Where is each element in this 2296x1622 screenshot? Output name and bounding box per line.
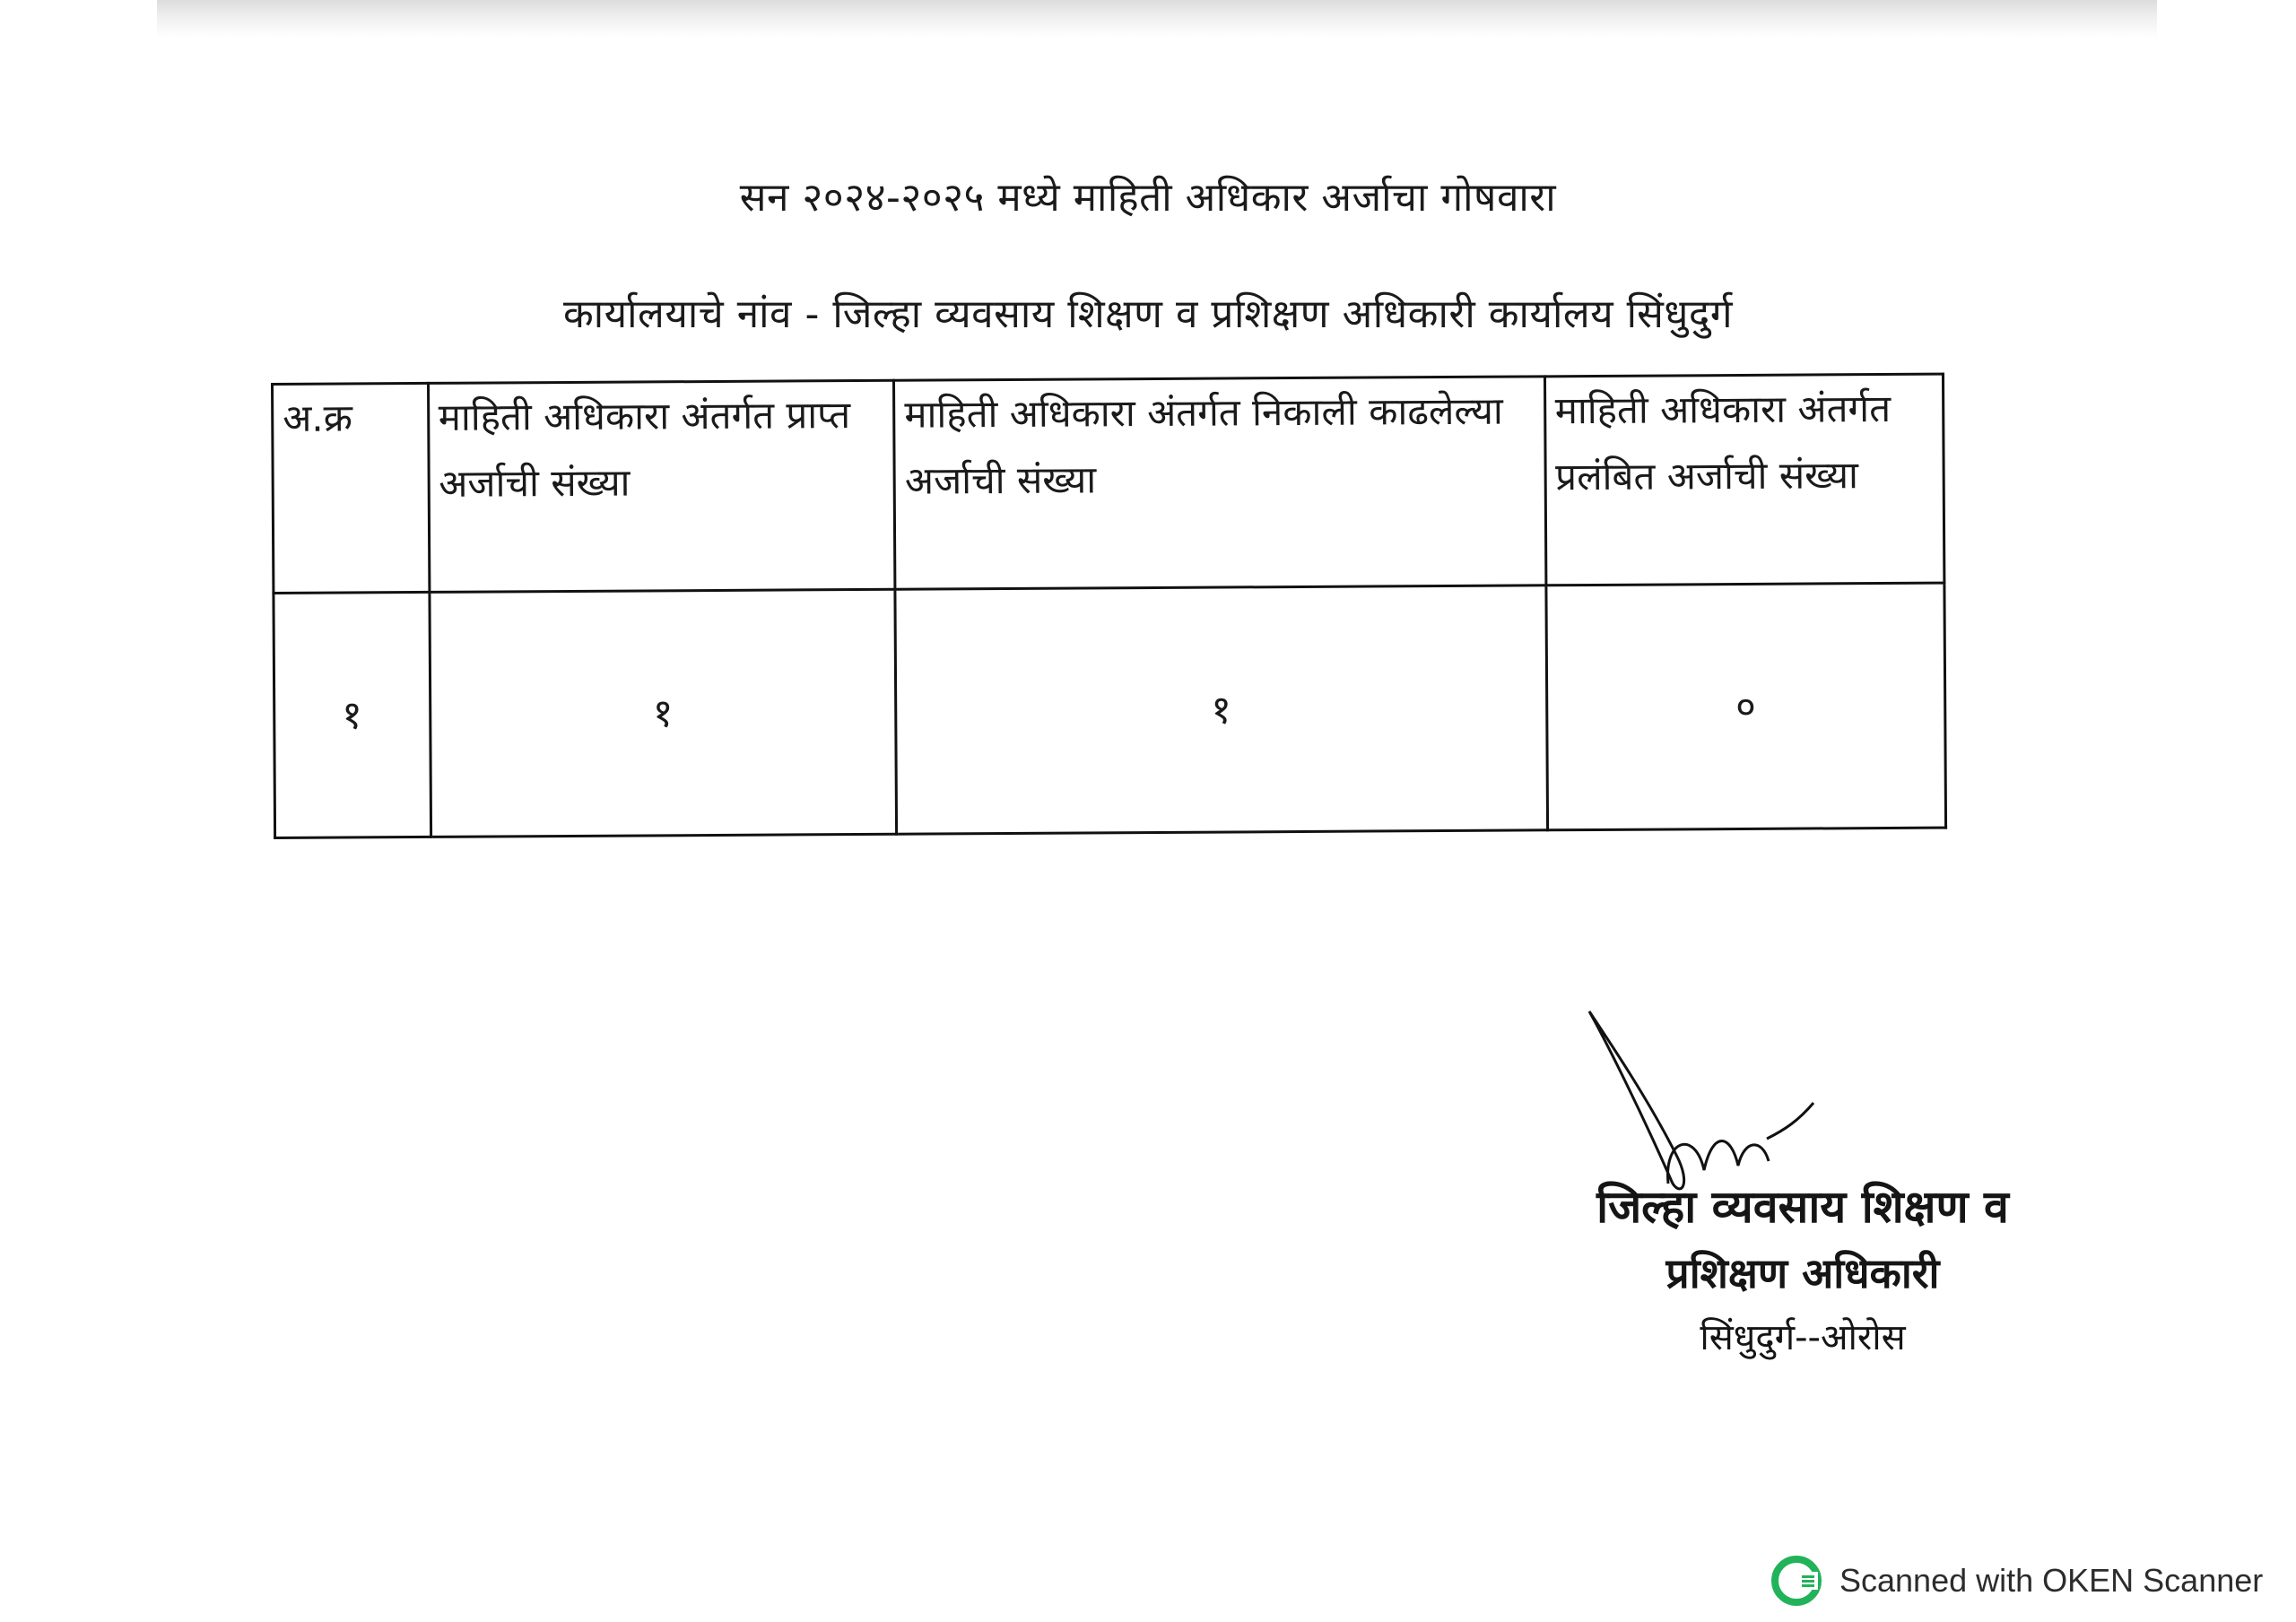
column-header-pending: माहिती अधिकारा अंतर्गत प्रलंबित अर्जाची संख्या: [1544, 374, 1944, 585]
stamp-line-1: जिल्हा व्यवसाय शिक्षण व: [1596, 1181, 2009, 1233]
watermark-text: Scanned with OKEN Scanner: [1839, 1562, 2264, 1599]
table-row: [274, 583, 1946, 837]
scan-top-shadow: [157, 0, 2157, 38]
stamp-line-2: प्रशिक्षण अधिकारी: [1665, 1249, 1940, 1297]
column-header-serial: अ.क्र: [273, 383, 430, 593]
document-title: सन २०२४-२०२५ मध्ये माहिती अधिकार अर्जाचा गोषवारा: [739, 175, 1557, 221]
oken-scanner-logo-icon: [1771, 1556, 1822, 1606]
cell-disposed: १: [895, 585, 1547, 834]
column-header-received: माहिती अधिकारा अंतर्गत प्राप्त अर्जाची संख्या: [428, 380, 895, 592]
office-name-line: कार्यालयाचे नांव - जिल्हा व्यवसाय शिक्षण व प्रशिक्षण अधिकारी कार्यालय सिंधुदुर्ग: [562, 291, 1734, 337]
cell-received: १: [429, 589, 896, 837]
cell-pending: ०: [1545, 583, 1945, 830]
rti-summary-table: [271, 373, 1947, 839]
column-header-disposed: माहिती अधिकारा अंतर्गत निकाली काढलेल्या अर्जाची संख्या: [894, 377, 1546, 589]
cell-serial: १: [274, 592, 430, 837]
scanner-watermark: [1771, 1556, 2263, 1606]
office-stamp: [1552, 1175, 2054, 1360]
stamp-line-3: सिंधुदुर्ग--ओरोस: [1700, 1317, 1906, 1358]
table-header-row: [273, 374, 1944, 593]
